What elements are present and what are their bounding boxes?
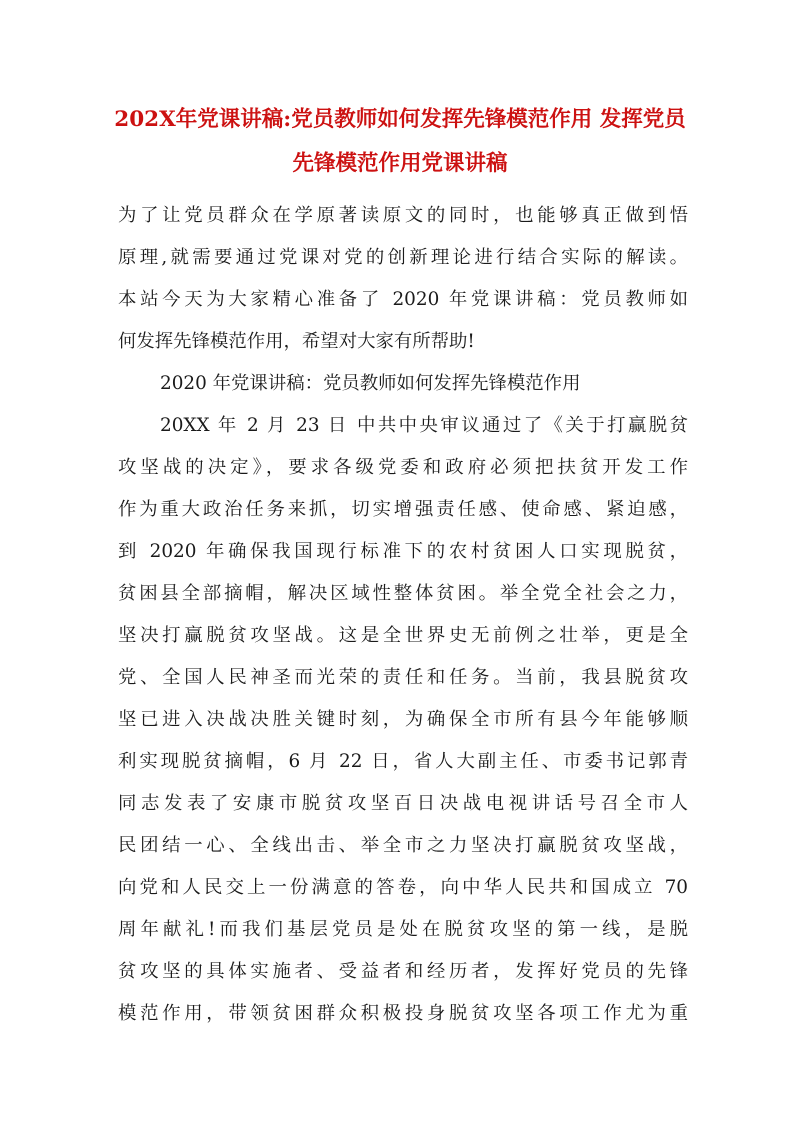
body-line: 利实现脱贫摘帽，6 月 22 日，省人大副主任、市委书记郭青	[118, 751, 688, 772]
body-line: 到 2020 年确保我国现行标准下的农村贫困人口实现脱贫，	[118, 541, 688, 562]
body-line: 向党和人民交上一份满意的答卷，向中华人民共和国成立 70	[118, 877, 688, 898]
body-line: 为了让党员群众在学原著读原文的同时，也能够真正做到悟	[118, 205, 688, 226]
body-line: 周年献礼!而我们基层党员是处在脱贫攻坚的第一线，是脱	[118, 919, 688, 940]
body-line: 贫困县全部摘帽，解决区域性整体贫困。举全党全社会之力，	[118, 583, 688, 604]
body-line: 何发挥先锋模范作用，希望对大家有所帮助!	[118, 331, 475, 352]
body-line: 贫攻坚的具体实施者、受益者和经历者，发挥好党员的先锋	[118, 961, 688, 982]
section-heading: 2020 年党课讲稿：党员教师如何发挥先锋模范作用	[160, 373, 581, 394]
body-line: 党、全国人民神圣而光荣的责任和任务。当前，我县脱贫攻	[118, 667, 688, 688]
body-line: 同志发表了安康市脱贫攻坚百日决战电视讲话号召全市人	[118, 793, 688, 814]
body-line: 坚决打赢脱贫攻坚战。这是全世界史无前例之壮举，更是全	[118, 625, 688, 646]
body-line: 20XX 年 2 月 23 日 中共中央审议通过了《关于打赢脱贫	[160, 415, 688, 436]
body-line: 模范作用，带领贫困群众积极投身脱贫攻坚各项工作尤为重	[118, 1003, 688, 1024]
body-line: 作为重大政治任务来抓，切实增强责任感、使命感、紧迫感，	[118, 499, 688, 520]
body-line: 本站今天为大家精心准备了 2020 年党课讲稿：党员教师如	[118, 289, 688, 310]
document-title: 202X年党课讲稿:党员教师如何发挥先锋模范作用 发挥党员先锋模范作用党课讲稿	[114, 107, 686, 176]
body-line: 民团结一心、全线出击、举全市之力坚决打赢脱贫攻坚战，	[118, 835, 688, 856]
body-line: 攻坚战的决定》，要求各级党委和政府必须把扶贫开发工作	[118, 457, 688, 478]
body-line: 坚已进入决战决胜关键时刻，为确保全市所有县今年能够顺	[118, 709, 688, 730]
body-line: 原理,就需要通过党课对党的创新理论进行结合实际的解读。	[118, 247, 688, 268]
